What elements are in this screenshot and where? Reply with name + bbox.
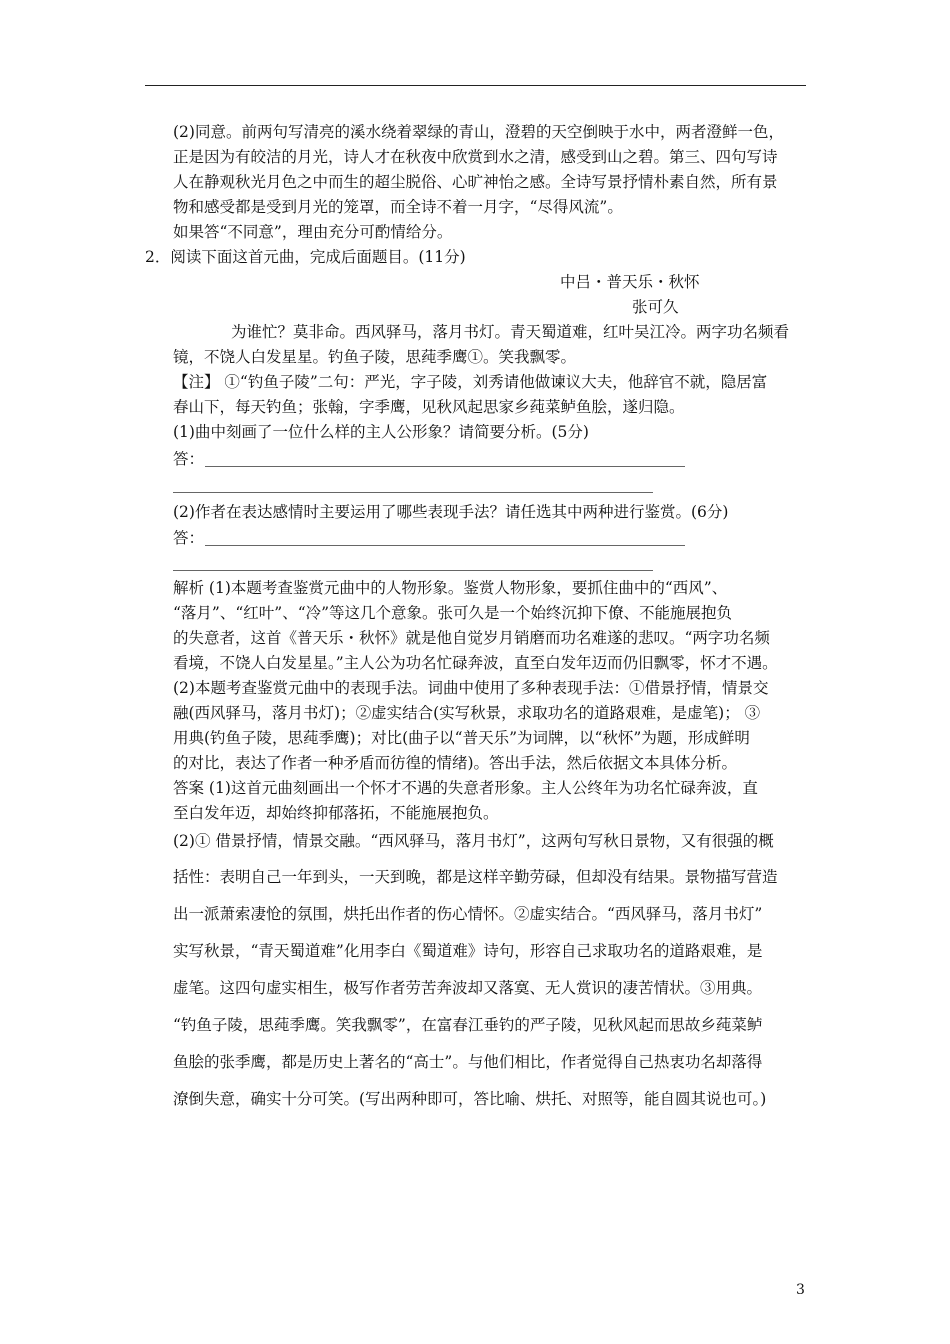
answer-blank [205,545,685,546]
sub-question-2: (2)作者在表达感情时主要运用了哪些表现手法？请任选其中两种进行鉴赏。(6分) [173,503,729,521]
answer2-line: 括性：表明自己一年到头，一天到晚，都是这样辛勤劳碌，但却没有结果。景物描写营造 [173,868,778,886]
poem-title: 中吕・普天乐・秋怀 [560,273,700,291]
question-prompt: 2．阅读下面这首元曲，完成后面题目。(11分) [145,248,466,266]
page-number: 3 [796,1282,805,1298]
header-rule [145,85,806,86]
analysis-line: 的失意者，这首《普天乐・秋怀》就是他自觉岁月销磨而功名难遂的悲叹。“两字功名频 [173,629,770,647]
answer-line: 答案 (1)这首元曲刻画出一个怀才不遇的失意者形象。主人公终年为功名忙碌奔波，直 [173,779,758,797]
answer2-line: 出一派萧索凄怆的氛围，烘托出作者的伤心情怀。②虚实结合。“西风驿马，落月书灯” [173,905,763,923]
answer-blank [205,466,685,467]
answer-blank [173,570,653,571]
analysis-line: (2)本题考查鉴赏元曲中的表现手法。词曲中使用了多种表现手法：①借景抒情，情景交 [173,679,769,697]
answer2-line: “钓鱼子陵，思莼季鹰。笑我飘零”，在富春江垂钓的严子陵，见秋风起而思故乡莼菜鲈 [173,1016,763,1034]
answer2-line: 潦倒失意，确实十分可笑。(写出两种即可，答比喻、烘托、对照等，能自圆其说也可。) [173,1090,767,1108]
sub-question-1: (1)曲中刻画了一位什么样的主人公形象？请简要分析。(5分) [173,423,589,441]
poem-line: 镜，不饶人白发星星。钓鱼子陵，思莼季鹰①。笑我飘零。 [173,348,577,366]
answer2-line: 虚笔。这四句虚实相生，极写作者劳苦奔波却又落寞、无人赏识的凄苦情状。③用典。 [173,979,763,997]
note-line: 春山下，每天钓鱼；张翰，字季鹰，见秋风起思家乡莼菜鲈鱼脍，遂归隐。 [173,398,685,416]
analysis-line: 融(西风驿马，落月书灯)；②虚实结合(实写秋景，求取功名的道路艰难，是虚笔)； ③ [173,704,761,722]
prev-answer-line: (2)同意。前两句写清亮的溪水绕着翠绿的青山，澄碧的天空倒映于水中，两者澄鲜一色， [173,123,784,141]
analysis-line: 解析 (1)本题考查鉴赏元曲中的人物形象。鉴赏人物形象，要抓住曲中的“西风”、 [173,579,728,597]
note-line: 【注】 ①“钓鱼子陵”二句：严光，字子陵，刘秀请他做谏议大夫，他辞官不就，隐居富 [173,373,768,391]
poem-author: 张可久 [632,298,679,316]
answer2-line: 实写秋景，“青天蜀道难”化用李白《蜀道难》诗句，形容自己求取功名的道路艰难，是 [173,942,763,960]
answer-line: 至白发年迈，却始终抑郁落拓，不能施展抱负。 [173,804,499,822]
poem-line: 为谁忙？莫非命。西风驿马，落月书灯。青天蜀道难，红叶吴江冷。两字功名频看 [231,323,790,341]
analysis-line: 用典(钓鱼子陵，思莼季鹰)；对比(曲子以“普天乐”为词牌，以“秋怀”为题，形成鲜明 [173,729,750,747]
answer2-line: (2)① 借景抒情，情景交融。“西风驿马，落月书灯”，这两句写秋日景物，又有很强的概 [173,832,774,850]
answer-label: 答： [173,450,205,468]
prev-answer-line: 如果答“不同意”，理由充分可酌情给分。 [173,223,453,241]
prev-answer-line: 人在静观秋光月色之中而生的超尘脱俗、心旷神怡之感。全诗写景抒情朴素自然，所有景 [173,173,778,191]
analysis-line: 看境，不饶人白发星星。”主人公为功名忙碌奔波，直至白发年迈而仍旧飘零，怀才不遇。 [173,654,778,672]
answer-blank [173,492,653,493]
analysis-line: “落月”、“红叶”、“冷”等这几个意象。张可久是一个始终沉抑下僚、不能施展抱负 [173,604,733,622]
answer-label: 答： [173,529,205,547]
answer2-line: 鱼脍的张季鹰，都是历史上著名的“高士”。与他们相比，作者觉得自己热衷功名却落得 [173,1053,763,1071]
analysis-line: 的对比，表达了作者一种矛盾而彷徨的情绪)。答出手法，然后依据文本具体分析。 [173,754,738,772]
prev-answer-line: 正是因为有皎洁的月光，诗人才在秋夜中欣赏到水之清，感受到山之碧。第三、四句写诗 [173,148,778,166]
prev-answer-line: 物和感受都是受到月光的笼罩，而全诗不着一月字，“尽得风流”。 [173,198,623,216]
